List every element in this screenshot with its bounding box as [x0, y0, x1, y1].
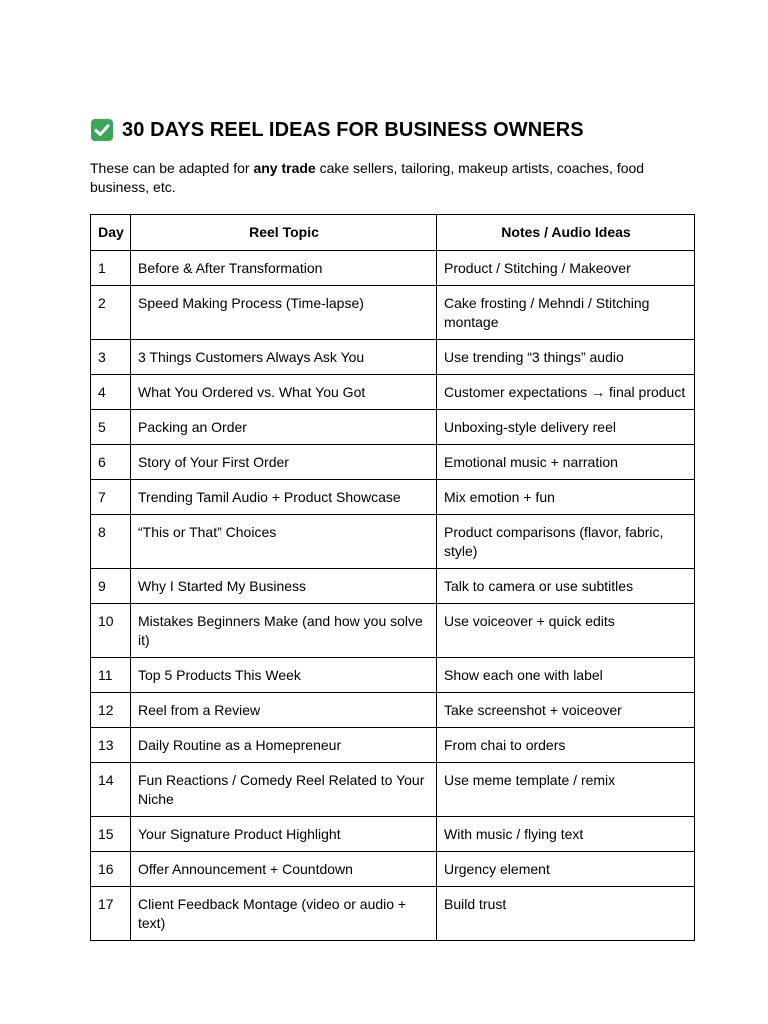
reel-topic-cell: Offer Announcement + Countdown: [131, 852, 437, 887]
intro-suffix: cake sellers, tailoring, makeup artists, coaches, food business, etc.: [90, 160, 645, 195]
check-mark-button-icon: [90, 118, 114, 142]
reel-topic-cell: Client Feedback Montage (video or audio + text): [131, 887, 437, 941]
table-header-row: [91, 215, 695, 251]
table-row: [91, 410, 695, 445]
table-row: [91, 251, 695, 286]
table-body: [91, 251, 695, 941]
header-reel-topic: Reel Topic: [131, 215, 437, 251]
table-row: [91, 693, 695, 728]
day-cell: 11: [91, 658, 131, 693]
reel-topic-cell: Your Signature Product Highlight: [131, 817, 437, 852]
table-row: [91, 817, 695, 852]
table-row: [91, 604, 695, 658]
day-cell: 4: [91, 375, 131, 410]
notes-cell: Take screenshot + voiceover: [437, 693, 695, 728]
notes-cell: Product / Stitching / Makeover: [437, 251, 695, 286]
page-title: 30 DAYS REEL IDEAS FOR BUSINESS OWNERS: [122, 118, 584, 141]
notes-cell: With music / flying text: [437, 817, 695, 852]
table-row: [91, 852, 695, 887]
notes-cell: Urgency element: [437, 852, 695, 887]
day-cell: 12: [91, 693, 131, 728]
table-row: [91, 763, 695, 817]
reel-topic-cell: “This or That” Choices: [131, 515, 437, 569]
reel-topic-cell: Why I Started My Business: [131, 569, 437, 604]
day-cell: 15: [91, 817, 131, 852]
table-row: [91, 658, 695, 693]
intro-paragraph: [90, 159, 680, 197]
notes-cell: Customer expectations → final product: [437, 375, 695, 410]
day-cell: 10: [91, 604, 131, 658]
day-cell: 2: [91, 286, 131, 340]
notes-cell: Mix emotion + fun: [437, 480, 695, 515]
notes-cell: Show each one with label: [437, 658, 695, 693]
notes-cell: Cake frosting / Mehndi / Stitching montage: [437, 286, 695, 340]
notes-cell: Build trust: [437, 887, 695, 941]
table-row: [91, 569, 695, 604]
header-day: Day: [91, 215, 131, 251]
reel-topic-cell: 3 Things Customers Always Ask You: [131, 340, 437, 375]
notes-cell: Use trending “3 things” audio: [437, 340, 695, 375]
day-cell: 16: [91, 852, 131, 887]
table-row: [91, 340, 695, 375]
reel-topic-cell: Daily Routine as a Homepreneur: [131, 728, 437, 763]
header-notes-audio-ideas: Notes / Audio Ideas: [437, 215, 695, 251]
notes-cell: From chai to orders: [437, 728, 695, 763]
day-cell: 17: [91, 887, 131, 941]
document-page: [90, 113, 694, 941]
reel-topic-cell: Mistakes Beginners Make (and how you solve it): [131, 604, 437, 658]
day-cell: 5: [91, 410, 131, 445]
reel-topic-cell: Fun Reactions / Comedy Reel Related to Your Niche: [131, 763, 437, 817]
title-row: [90, 113, 694, 147]
notes-cell: Use meme template / remix: [437, 763, 695, 817]
notes-cell: Talk to camera or use subtitles: [437, 569, 695, 604]
day-cell: 9: [91, 569, 131, 604]
intro-prefix: These can be adapted for: [90, 160, 254, 176]
notes-cell: Emotional music + narration: [437, 445, 695, 480]
reel-topic-cell: Before & After Transformation: [131, 251, 437, 286]
reel-topic-cell: What You Ordered vs. What You Got: [131, 375, 437, 410]
reel-topic-cell: Top 5 Products This Week: [131, 658, 437, 693]
reel-ideas-table: [90, 214, 695, 941]
day-cell: 1: [91, 251, 131, 286]
table-row: [91, 286, 695, 340]
intro-bold: any trade: [253, 160, 316, 176]
notes-cell: Use voiceover + quick edits: [437, 604, 695, 658]
reel-topic-cell: Reel from a Review: [131, 693, 437, 728]
day-cell: 3: [91, 340, 131, 375]
day-cell: 14: [91, 763, 131, 817]
table-row: [91, 887, 695, 941]
reel-topic-cell: Packing an Order: [131, 410, 437, 445]
table-row: [91, 375, 695, 410]
table-row: [91, 480, 695, 515]
day-cell: 13: [91, 728, 131, 763]
table-row: [91, 515, 695, 569]
table-row: [91, 445, 695, 480]
notes-cell: Product comparisons (flavor, fabric, style): [437, 515, 695, 569]
table-row: [91, 728, 695, 763]
day-cell: 8: [91, 515, 131, 569]
day-cell: 7: [91, 480, 131, 515]
reel-topic-cell: Story of Your First Order: [131, 445, 437, 480]
notes-cell: Unboxing-style delivery reel: [437, 410, 695, 445]
day-cell: 6: [91, 445, 131, 480]
reel-topic-cell: Speed Making Process (Time-lapse): [131, 286, 437, 340]
reel-topic-cell: Trending Tamil Audio + Product Showcase: [131, 480, 437, 515]
